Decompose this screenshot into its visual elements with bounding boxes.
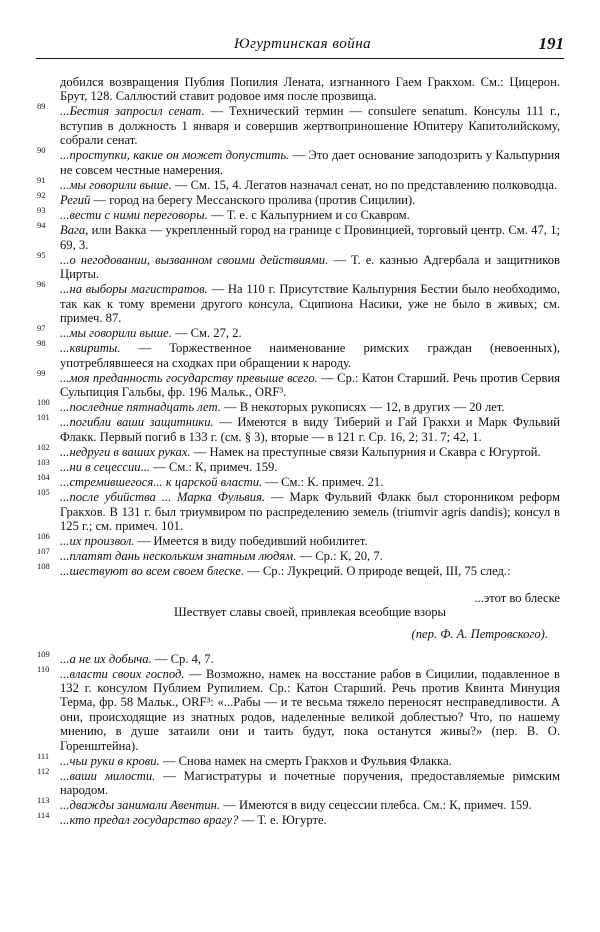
note-lemma: ...о негодовании, вызванном своими действиями. bbox=[60, 252, 329, 267]
note-lemma: ...погибли ваши защитники. bbox=[60, 415, 214, 430]
note-lemma: ...дважды занимали Авентин. bbox=[60, 798, 221, 813]
note-100 bbox=[37, 397, 560, 415]
note-lemma: ...вести с ними переговоры. bbox=[60, 208, 208, 223]
note-lemma: ...чьи руки в крови. bbox=[60, 753, 160, 768]
note-number: 94 bbox=[37, 220, 46, 231]
note-102 bbox=[37, 441, 560, 459]
note-108 bbox=[37, 561, 560, 579]
note-text: — Т. е. казнью Адгербала и защитников Цирты. bbox=[60, 252, 560, 282]
note-number: 104 bbox=[37, 472, 50, 483]
note-90 bbox=[37, 145, 560, 177]
quote-line-2: Шествует славы своей, привлекая всеобщие взоры bbox=[173, 604, 446, 619]
note-text: — Технический термин — consulere senatum. Консулы 111 г., вступив в должность 1 января и совершив жертвоприношение Юпитеру Капитолийскому, собрали сенат. bbox=[60, 104, 560, 148]
note-text: , или Вакка — укрепленный город на границе с Провинцией, торговый центр. См. 47, 1; 69, 3. bbox=[60, 223, 560, 252]
note-text: — Имеются в виду сецессии плебса. См.: К, примеч. 159. bbox=[220, 798, 532, 813]
note-text: — См.: К, примеч. 159. bbox=[150, 459, 278, 474]
note-lemma: ...мы говорили выше. bbox=[60, 177, 172, 192]
note-continuation bbox=[60, 75, 560, 104]
note-text: — См. 15, 4. Легатов назначал сенат, но по представлению полководца. bbox=[171, 177, 558, 192]
note-lemma: ...их произвол. bbox=[60, 534, 135, 548]
note-91 bbox=[37, 174, 560, 192]
note-number: 114 bbox=[37, 810, 50, 821]
note-text: — Снова намек на смерть Гракхов и Фульвия Флакка. bbox=[159, 753, 452, 768]
note-text: — Торжественное наименование римских граждан (невоенных), употреблявшееся на сходках при обращении к народу. bbox=[60, 341, 560, 370]
note-number: 103 bbox=[37, 456, 50, 467]
verse-quote bbox=[60, 591, 560, 642]
note-94 bbox=[37, 220, 560, 252]
quote-attribution: (пер. Ф. А. Петровского). bbox=[411, 627, 548, 642]
note-number: 90 bbox=[37, 145, 46, 156]
note-lemma: ...после убийства ... Марка Фульвия. bbox=[60, 490, 266, 505]
note-number: 107 bbox=[37, 546, 50, 557]
note-105 bbox=[37, 487, 561, 533]
note-number: 89 bbox=[37, 101, 46, 112]
note-96 bbox=[37, 279, 560, 325]
note-101 bbox=[37, 412, 560, 444]
note-lemma: Регий bbox=[60, 192, 91, 207]
note-lemma: ...стремившегося... к царской власти. bbox=[60, 475, 263, 490]
note-104 bbox=[37, 472, 560, 490]
note-97 bbox=[37, 323, 560, 341]
note-text: — город на берегу Мессанского пролива (против Сицилии). bbox=[90, 192, 416, 207]
note-lemma: ...моя преданность государству превыше всего. bbox=[60, 370, 318, 385]
note-lemma: ...а не их добыча. bbox=[60, 651, 152, 666]
note-text: — Магистратуры и почетные поручения, предоставляемые римским народом. bbox=[60, 768, 560, 798]
note-text: — Это дает основание заподозрить у Кальпурния не совсем честные намерения. bbox=[60, 148, 560, 177]
note-number: 98 bbox=[37, 338, 46, 349]
note-107 bbox=[37, 546, 560, 564]
note-text: — Имеются в виду Тиберий и Гай Гракхи и Марк Фульвий Флакк. Первый погиб в 133 г. (см. § 3), вторые — в 121 г. Ср. 16, 2; 31. 7; 42, 1. bbox=[60, 415, 560, 444]
note-number: 111 bbox=[37, 750, 50, 761]
note-text: — См.: К. примеч. 21. bbox=[262, 475, 384, 490]
note-number: 110 bbox=[37, 663, 50, 674]
note-text: — Ср.: К, 20, 7. bbox=[296, 549, 383, 564]
note-95 bbox=[37, 249, 560, 282]
note-number: 105 bbox=[37, 487, 50, 498]
note-lemma: ...проступки, какие он может допустить. bbox=[60, 148, 290, 163]
note-lemma: ...последние пятнадцать лет. bbox=[60, 400, 221, 415]
note-103 bbox=[37, 456, 560, 474]
note-lemma: ...кто предал государство врагу? bbox=[60, 813, 239, 828]
note-number: 91 bbox=[37, 174, 46, 185]
note-89 bbox=[37, 101, 560, 148]
note-number: 95 bbox=[37, 249, 46, 260]
note-111 bbox=[37, 750, 560, 768]
note-lemma: ...мы говорили выше. bbox=[60, 326, 172, 341]
note-114 bbox=[37, 810, 560, 828]
note-lemma: ...Бестия запросил сенат. bbox=[60, 104, 205, 119]
note-lemma: ...шествуют во всем своем блеске. bbox=[60, 564, 244, 579]
note-number: 113 bbox=[37, 795, 50, 806]
note-text: — Возможно, намек на восстание рабов в Сицилии, подавленное в 132 г. консулом Публием Рупилием. Ср.: Катон Старший. Речь против Квинта Минуция Терма, фр. 58 Мальк., ORF³: «...Рабы — и те весьма тяжело переносят несправедливости. А они, происходящие из знатных родов, наделенные великой доблестью? Что, по нашему мнению, в душе затаили они и таить будут, пока останутся живы?» (пер. В. О. Горенштейна). bbox=[60, 666, 560, 753]
running-title: Югуртинская война bbox=[234, 36, 372, 52]
note-number: 97 bbox=[37, 323, 46, 334]
note-lemma: ...ваши милости. bbox=[60, 768, 156, 783]
note-number: 106 bbox=[37, 531, 50, 541]
note-text: — Ср.: Катон Старший. Речь против Сервия Сульпиция Гальбы, фр. 196 Мальк., ORF³. bbox=[60, 370, 560, 399]
note-text: — Намек на преступные связи Кальпурния и Скавра с Югуртой. bbox=[190, 444, 541, 459]
note-lemma: ...ни в сецессии... bbox=[60, 459, 151, 474]
note-text: — На 110 г. Присутствие Кальпурния Бестии было необходимо, так как к тому времени другого консула, Сципиона Насики, уже не было в живых; см. примеч. 87. bbox=[60, 282, 560, 325]
page-number: 191 bbox=[538, 34, 564, 53]
note-lemma: ...квириты. bbox=[60, 341, 121, 356]
note-number: 92 bbox=[37, 189, 46, 200]
note-text: добился возвращения Публия Попилия Лената, изгнанного Гаем Гракхом. См.: Цицерон. Брут, 128. Саллюстий ставит родовое имя после прозвища. bbox=[60, 75, 560, 104]
note-113 bbox=[37, 795, 560, 813]
note-number: 108 bbox=[37, 561, 50, 572]
note-number: 100 bbox=[37, 397, 50, 408]
note-112 bbox=[37, 765, 560, 798]
page-header bbox=[36, 36, 564, 59]
note-number: 109 bbox=[37, 648, 50, 659]
quote-line-1: ...этот во блеске bbox=[474, 590, 560, 605]
note-number: 112 bbox=[37, 765, 50, 776]
note-text: — Марк Фульвий Флакк был сторонником реформ Гракхов. В 131 г. был триумвиром по распределению земель (triumvir agris dandis); консул в 125 г.; см. примеч. 101. bbox=[60, 490, 561, 533]
notes-column bbox=[37, 75, 561, 828]
note-lemma: ...на выборы магистратов. bbox=[60, 282, 208, 297]
note-92 bbox=[37, 189, 560, 207]
note-110 bbox=[37, 663, 560, 753]
note-text: — Имеется в виду победивший нобилитет. bbox=[134, 534, 368, 548]
note-text: — В некоторых рукописях — 12, в других — 20 лет. bbox=[220, 400, 505, 415]
note-98 bbox=[37, 338, 560, 370]
note-number: 93 bbox=[37, 205, 46, 216]
note-lemma: ...платят дань нескольким знатным людям. bbox=[60, 549, 297, 564]
note-text: — Т. е. Югурте. bbox=[238, 813, 327, 828]
note-number: 101 bbox=[37, 412, 50, 423]
note-text: — См. 27, 2. bbox=[171, 326, 242, 341]
note-109 bbox=[37, 648, 560, 666]
note-number: 102 bbox=[37, 441, 50, 452]
note-99 bbox=[37, 367, 560, 400]
note-lemma: ...недруги в ваших руках. bbox=[60, 444, 191, 459]
note-number: 99 bbox=[37, 367, 46, 378]
note-text: — Ср.: Лукреций. О природе вещей, III, 75 след.: bbox=[243, 564, 511, 579]
note-text: — Ср. 4, 7. bbox=[151, 651, 214, 666]
note-93 bbox=[37, 205, 560, 223]
note-number: 96 bbox=[37, 279, 46, 290]
note-lemma: ...власти своих господ. bbox=[60, 666, 185, 681]
note-text: — Т. е. с Кальпурнием и со Скавром. bbox=[207, 208, 410, 223]
note-lemma: Вага bbox=[60, 223, 86, 238]
note-106 bbox=[37, 531, 560, 548]
